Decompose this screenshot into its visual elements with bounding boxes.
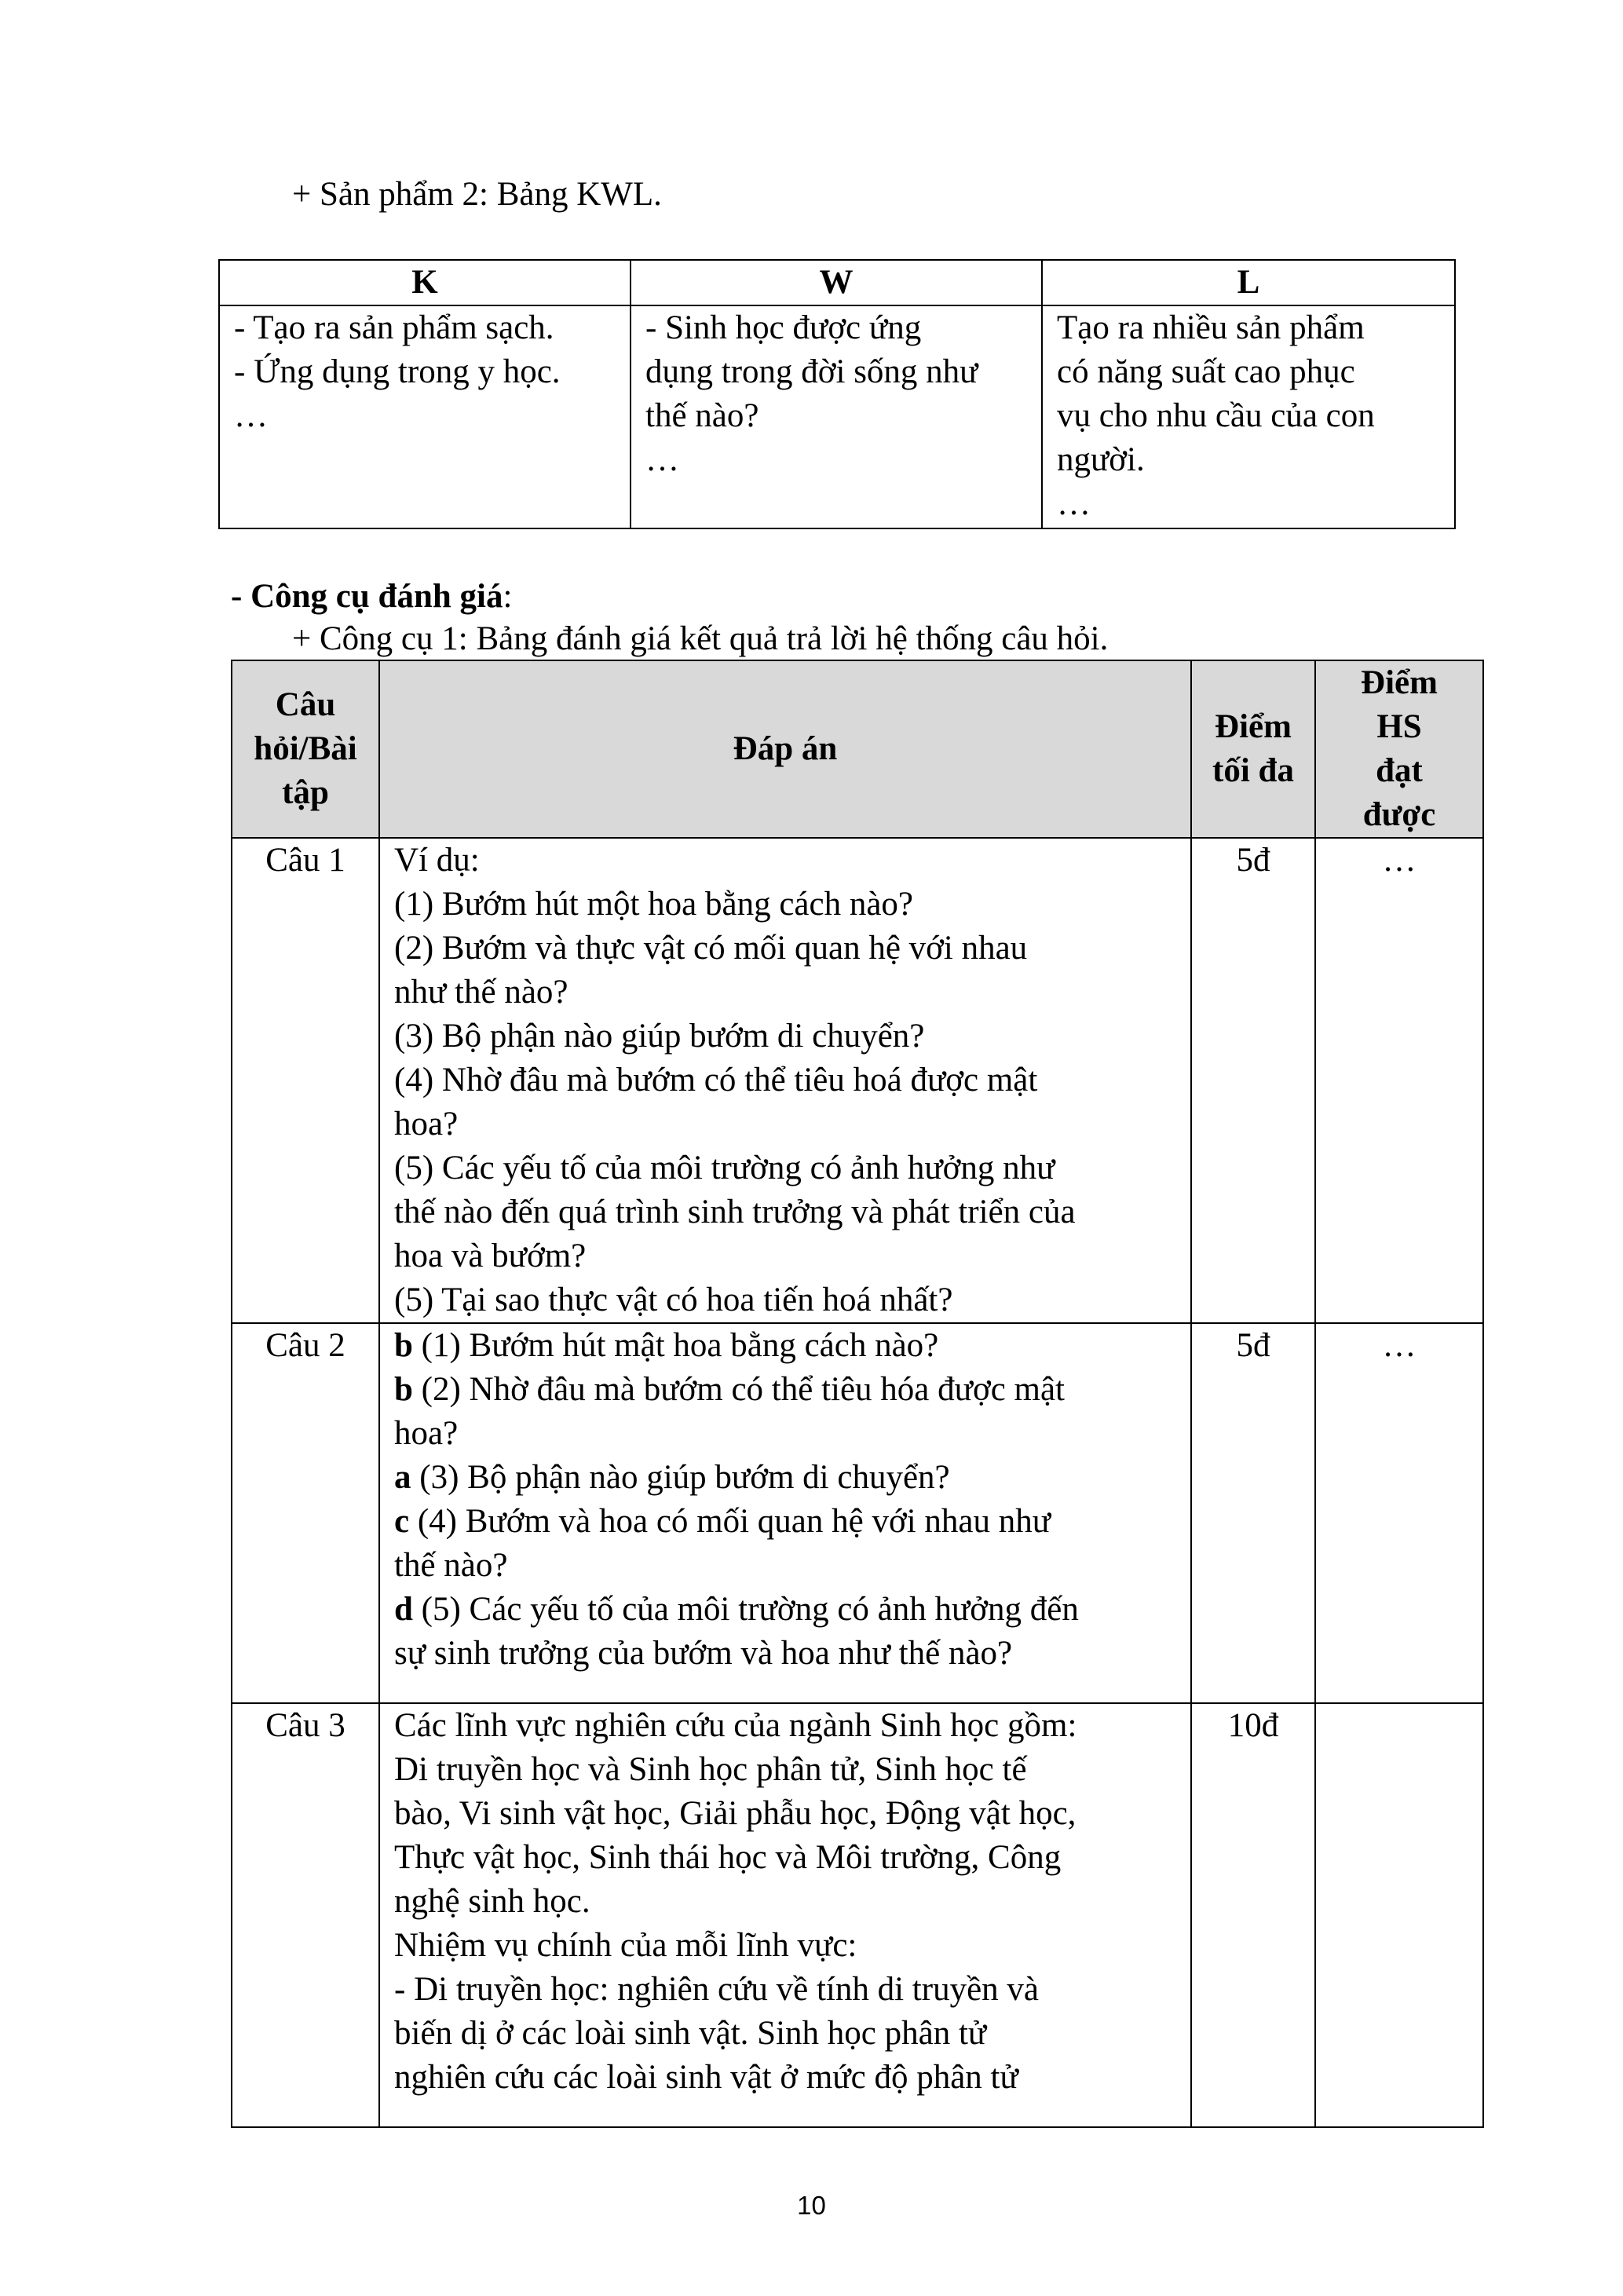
- tools-heading-colon: :: [503, 578, 513, 615]
- header-student-score: [1315, 660, 1483, 838]
- text-line: đạt: [1376, 752, 1423, 789]
- answer-text: (1) Bướm hút mật hoa bằng cách nào?: [412, 1327, 939, 1364]
- answer-text: sự sinh trưởng của bướm và hoa như thế nào?: [394, 1635, 1013, 1672]
- answer-line: [394, 1102, 1190, 1146]
- answer-line: [394, 1748, 1190, 1792]
- answer-line: [394, 2056, 1190, 2100]
- tools-heading: [231, 575, 512, 619]
- text-line: - Ứng dụng trong y học.: [234, 353, 561, 390]
- answer-text: Thực vật học, Sinh thái học và Môi trường, Công: [394, 1839, 1062, 1876]
- text-line: tập: [282, 774, 329, 811]
- text-line: - Sinh học được ứng: [645, 309, 922, 346]
- text-line: Tạo ra nhiều sản phẩm: [1057, 309, 1365, 346]
- answer-text: (5) Các yếu tố của môi trường có ảnh hưởng đến: [412, 1591, 1079, 1628]
- text-line: Điểm: [1361, 664, 1438, 701]
- answer-line: [394, 1924, 1190, 1968]
- answer-cell: [379, 1703, 1191, 2127]
- answer-text: Di truyền học và Sinh học phân tử, Sinh học tế: [394, 1751, 1027, 1788]
- student-score-cell: …: [1315, 1323, 1483, 1703]
- answer-text: (4) Bướm và hoa có mối quan hệ với nhau như: [409, 1503, 1051, 1540]
- header-answer: Đáp án: [379, 660, 1191, 838]
- answer-text: (1) Bướm hút một hoa bằng cách nào?: [394, 886, 913, 923]
- kwl-cell-k: [219, 305, 631, 528]
- text-line: tối đa: [1212, 752, 1294, 789]
- table-row: [232, 838, 1483, 1323]
- answer-text: (2) Nhờ đâu mà bướm có thể tiêu hóa được mật: [412, 1371, 1066, 1408]
- answer-line: [394, 1278, 1190, 1322]
- answer-text: như thế nào?: [394, 974, 568, 1011]
- option-letter: d: [394, 1591, 413, 1628]
- text-line: …: [645, 441, 679, 478]
- answer-text: biến dị ở các loài sinh vật. Sinh học phân tử: [394, 2015, 987, 2052]
- option-letter: b: [394, 1327, 413, 1364]
- text-line: HS: [1376, 708, 1422, 745]
- answer-cell: [379, 1323, 1191, 1703]
- answer-line: [394, 1234, 1190, 1278]
- answer-line: [394, 1588, 1190, 1632]
- kwl-body-row: [219, 305, 1455, 528]
- answer-text: - Di truyền học: nghiên cứu về tính di truyền và: [394, 1971, 1039, 2008]
- answer-line: [394, 1544, 1190, 1588]
- header-question: [232, 660, 379, 838]
- student-score-cell: …: [1315, 838, 1483, 1323]
- answer-line: [394, 1704, 1190, 1748]
- option-letter: b: [394, 1371, 413, 1408]
- question-cell: Câu 3: [232, 1703, 379, 2127]
- max-score-cell: 10đ: [1191, 1703, 1315, 2127]
- answer-text: hoa?: [394, 1415, 459, 1452]
- text-line: - Tạo ra sản phẩm sạch.: [234, 309, 554, 346]
- header-max-score: [1191, 660, 1315, 838]
- kwl-cell-l: [1042, 305, 1455, 528]
- tool1-line: + Công cụ 1: Bảng đánh giá kết quả trả lời hệ thống câu hỏi.: [292, 620, 1109, 657]
- answer-text: (2) Bướm và thực vật có mối quan hệ với nhau: [394, 930, 1028, 967]
- text-line: có năng suất cao phục: [1057, 353, 1355, 390]
- answer-line: [394, 1836, 1190, 1880]
- option-letter: a: [394, 1459, 411, 1496]
- answer-text: thế nào đến quá trình sinh trưởng và phát triển của: [394, 1194, 1076, 1230]
- text-line: người.: [1057, 441, 1145, 478]
- answer-line: [394, 971, 1190, 1015]
- answer-text: hoa?: [394, 1106, 459, 1143]
- answer-text: nghiên cứu các loài sinh vật ở mức độ phân tử: [394, 2059, 1018, 2096]
- kwl-header-row: [219, 260, 1455, 305]
- kwl-table: [218, 259, 1456, 529]
- kwl-header-w: W: [631, 260, 1042, 305]
- text-line: Câu: [275, 686, 336, 723]
- answer-text: (3) Bộ phận nào giúp bướm di chuyển?: [411, 1459, 950, 1496]
- answer-line: [394, 839, 1190, 883]
- answer-line: [394, 1968, 1190, 2012]
- answer-text: bào, Vi sinh vật học, Giải phẫu học, Động vật học,: [394, 1795, 1077, 1832]
- table-row: [232, 1703, 1483, 2127]
- max-score-cell: 5đ: [1191, 1323, 1315, 1703]
- answer-text: (5) Tại sao thực vật có hoa tiến hoá nhất?: [394, 1281, 953, 1318]
- answer-line: [394, 2012, 1190, 2056]
- answer-text: Nhiệm vụ chính của mỗi lĩnh vực:: [394, 1927, 857, 1964]
- text-line: …: [234, 397, 268, 434]
- answer-line: [394, 927, 1190, 971]
- answer-text: (4) Nhờ đâu mà bướm có thể tiêu hoá được mật: [394, 1062, 1038, 1099]
- text-line: được: [1362, 796, 1436, 833]
- answer-line: [394, 1058, 1190, 1102]
- option-letter: c: [394, 1503, 410, 1540]
- answer-line: [394, 1500, 1190, 1544]
- tools-heading-label: - Công cụ đánh giá: [231, 578, 503, 615]
- max-score-cell: 5đ: [1191, 838, 1315, 1323]
- question-cell: Câu 2: [232, 1323, 379, 1703]
- answer-line: [394, 1324, 1190, 1368]
- table-row: [232, 1323, 1483, 1703]
- answer-cell: [379, 838, 1191, 1323]
- text-line: vụ cho nhu cầu của con: [1057, 397, 1375, 434]
- answer-line: [394, 1880, 1190, 1924]
- answer-line: [394, 1632, 1190, 1676]
- answer-text: (5) Các yếu tố của môi trường có ảnh hưởng như: [394, 1150, 1055, 1186]
- answer-text: (3) Bộ phận nào giúp bướm di chuyển?: [394, 1018, 925, 1055]
- text-line: …: [1057, 485, 1091, 522]
- answer-text: Ví dụ:: [394, 842, 480, 879]
- answer-text: nghệ sinh học.: [394, 1883, 590, 1920]
- answer-text: Các lĩnh vực nghiên cứu của ngành Sinh học gồm:: [394, 1707, 1077, 1744]
- answer-line: [394, 1015, 1190, 1058]
- text-line: dụng trong đời sống như: [645, 353, 978, 390]
- answer-text: hoa và bướm?: [394, 1238, 587, 1274]
- answer-line: [394, 1792, 1190, 1836]
- answer-line: [394, 1146, 1190, 1190]
- answer-line: [394, 1190, 1190, 1234]
- kwl-cell-w: [631, 305, 1042, 528]
- question-cell: Câu 1: [232, 838, 379, 1323]
- answer-line: [394, 883, 1190, 927]
- kwl-header-k: K: [219, 260, 631, 305]
- page-number: 10: [797, 2191, 826, 2220]
- text-line: hỏi/Bài: [254, 730, 357, 767]
- eval-table: [231, 660, 1484, 2128]
- text-line: thế nào?: [645, 397, 759, 434]
- student-score-cell: [1315, 1703, 1483, 2127]
- product-line: + Sản phẩm 2: Bảng KWL.: [292, 176, 662, 213]
- text-line: Điểm: [1215, 708, 1292, 745]
- answer-line: [394, 1456, 1190, 1500]
- answer-line: [394, 1412, 1190, 1456]
- eval-header-row: [232, 660, 1483, 838]
- answer-text: thế nào?: [394, 1547, 508, 1584]
- answer-line: [394, 1368, 1190, 1412]
- kwl-header-l: L: [1042, 260, 1455, 305]
